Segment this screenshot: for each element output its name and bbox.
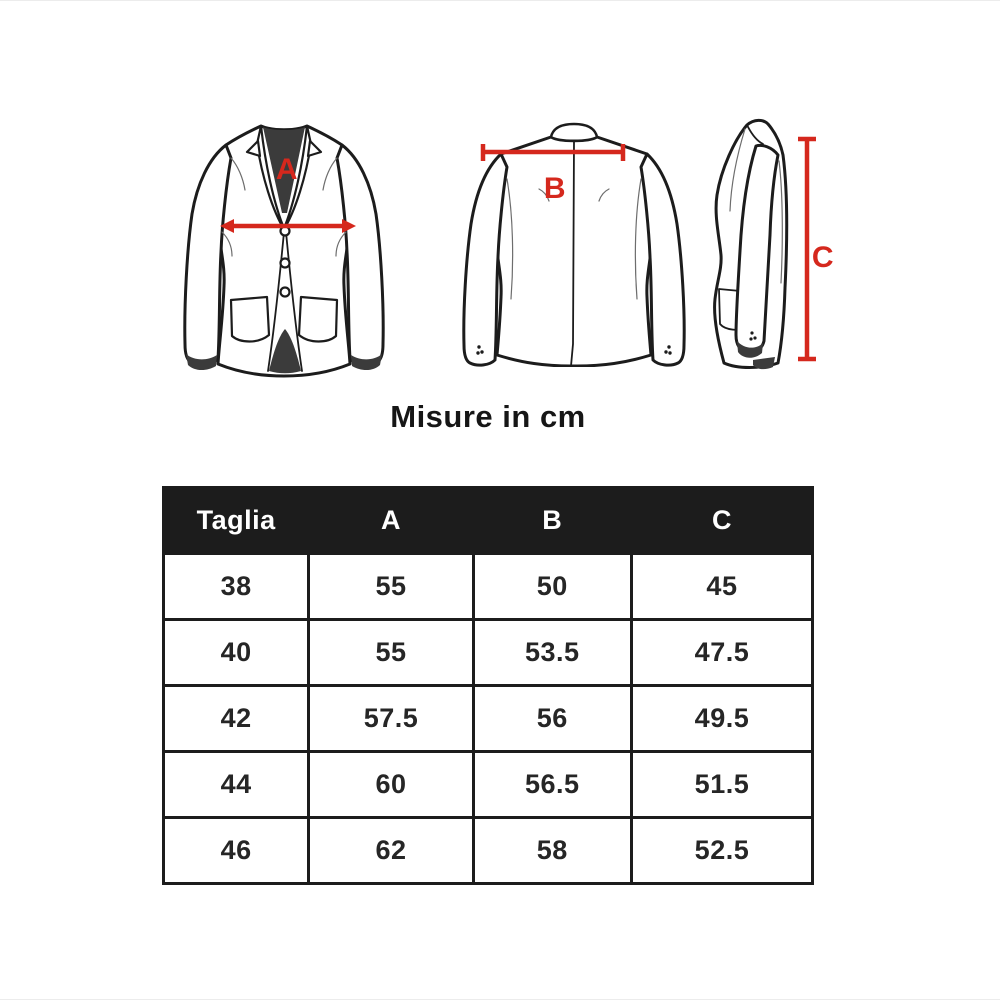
measurement-label-c: C <box>811 241 835 274</box>
size-table-row-44 <box>164 752 813 818</box>
size-cell: 42 <box>164 686 309 752</box>
jacket-front-pocket-left <box>231 297 269 342</box>
size-cell: 46 <box>164 818 309 884</box>
size-cell: 38 <box>164 554 309 620</box>
size-cell: 49.5 <box>631 686 812 752</box>
size-table-header-a: A <box>309 488 473 554</box>
size-chart-title: Misure in cm <box>390 399 586 434</box>
size-cell: 62 <box>309 818 473 884</box>
size-table-header-row <box>164 488 813 554</box>
size-table-row-38 <box>164 554 813 620</box>
size-cell: 44 <box>164 752 309 818</box>
size-cell: 40 <box>164 620 309 686</box>
jacket-front-illustration <box>168 114 400 378</box>
measurement-label-a: A <box>275 153 299 186</box>
size-cell: 45 <box>631 554 812 620</box>
jacket-side-illustration <box>695 113 845 377</box>
jacket-front-pocket-right <box>299 297 337 342</box>
jacket-back-lineart <box>443 119 705 367</box>
size-cell: 56.5 <box>473 752 631 818</box>
measurement-label-b: B <box>543 172 567 205</box>
jacket-back-collar <box>551 124 597 141</box>
size-table-header-taglia: Taglia <box>164 488 309 554</box>
size-cell: 47.5 <box>631 620 812 686</box>
size-table-header-c: C <box>631 488 812 554</box>
size-cell: 52.5 <box>631 818 812 884</box>
size-table-row-42 <box>164 686 813 752</box>
size-cell: 58 <box>473 818 631 884</box>
size-cell: 55 <box>309 554 473 620</box>
size-table-header-b: B <box>473 488 631 554</box>
size-cell: 60 <box>309 752 473 818</box>
size-table <box>162 486 814 885</box>
size-table-row-40 <box>164 620 813 686</box>
size-cell: 57.5 <box>309 686 473 752</box>
size-table-row-46 <box>164 818 813 884</box>
size-cell: 51.5 <box>631 752 812 818</box>
size-cell: 50 <box>473 554 631 620</box>
size-cell: 53.5 <box>473 620 631 686</box>
size-cell: 56 <box>473 686 631 752</box>
jacket-back-illustration <box>443 119 705 367</box>
size-cell: 55 <box>309 620 473 686</box>
